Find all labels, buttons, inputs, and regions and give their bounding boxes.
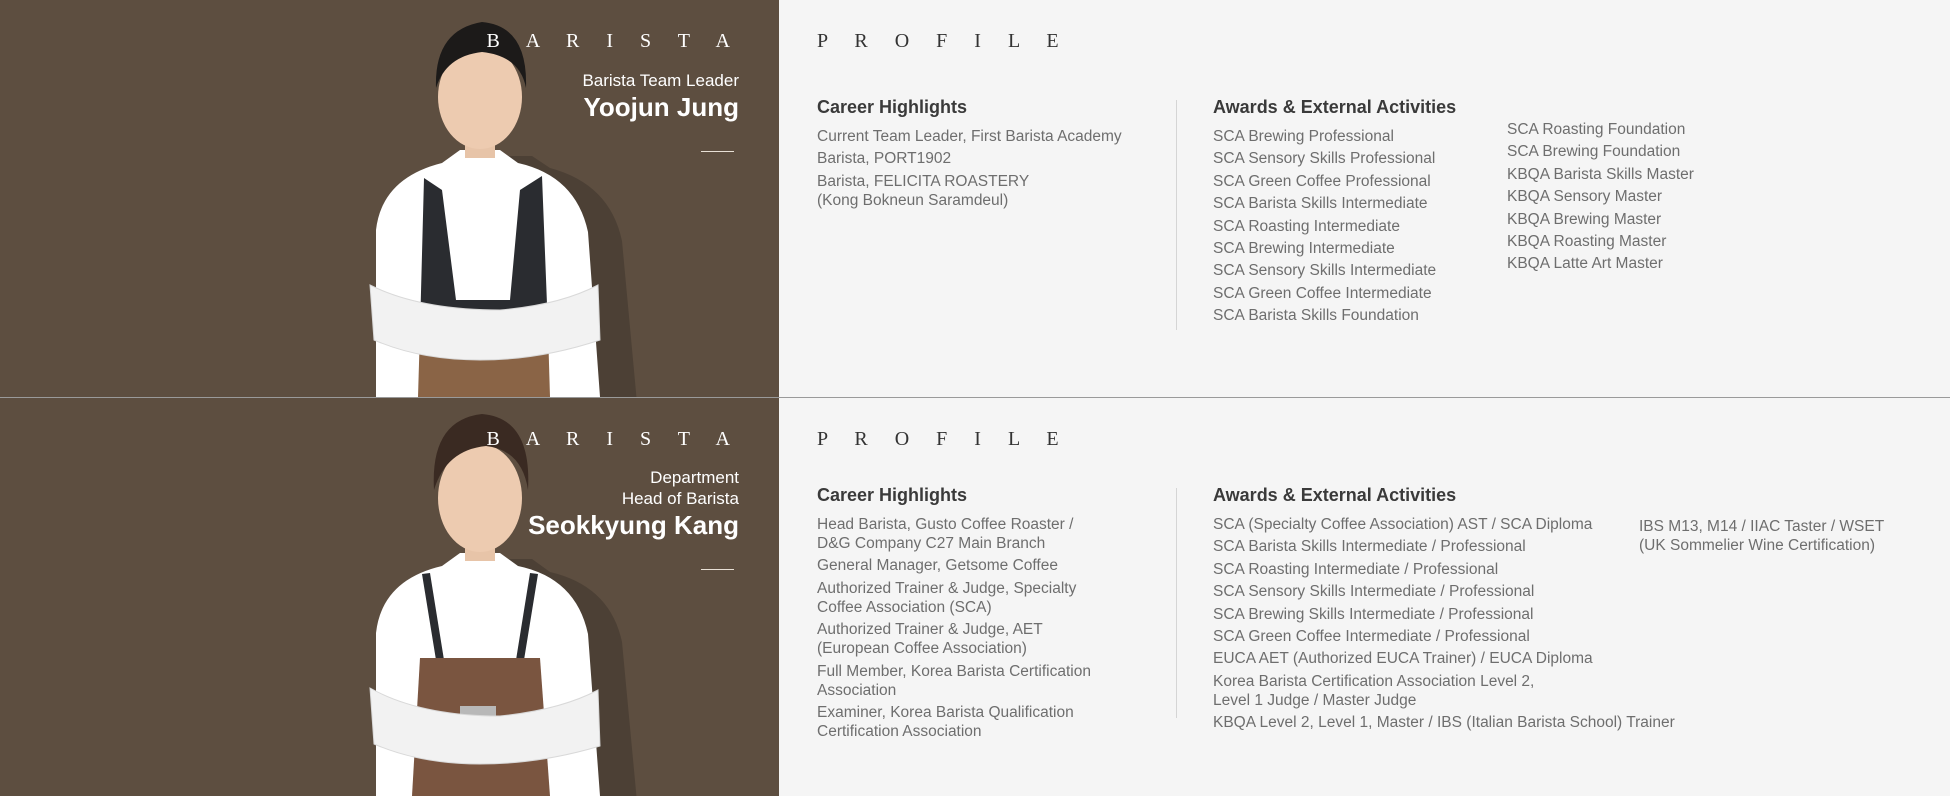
career-item: Head Barista, Gusto Coffee Roaster / D&G Company C27 Main Branch	[817, 516, 1074, 552]
award-item: KBQA Latte Art Master	[1507, 255, 1663, 273]
awards-list-col2	[1639, 517, 1884, 558]
award-item: IBS M13, M14 / IIAC Taster / WSET (UK Sommelier Wine Certification)	[1639, 518, 1885, 554]
career-list	[817, 127, 1122, 213]
portrait-panel	[0, 0, 779, 397]
barista-card-2	[0, 398, 1950, 796]
award-item: Korea Barista Certification Association Level 2, Level 1 Judge / Master Judge	[1213, 672, 1535, 709]
award-item: SCA Brewing Intermediate	[1213, 239, 1395, 257]
career-item: Authorized Trainer & Judge, Specialty Coffee Association (SCA)	[817, 579, 1077, 616]
role-eyebrow: B A R I S T A	[486, 30, 741, 52]
award-item: SCA Sensory Skills Intermediate	[1213, 262, 1437, 280]
award-item: KBQA Sensory Master	[1507, 188, 1663, 206]
award-item: SCA Green Coffee Professional	[1213, 172, 1431, 190]
awards-list-col2	[1507, 120, 1694, 277]
award-item: SCA Green Coffee Intermediate / Professional	[1213, 627, 1530, 645]
career-item: Current Team Leader, First Barista Academy	[817, 128, 1122, 145]
award-item: KBQA Brewing Master	[1507, 210, 1662, 228]
barista-portrait-1	[360, 0, 650, 397]
award-item: SCA Sensory Skills Professional	[1213, 150, 1436, 168]
job-title-line1: Department	[650, 468, 739, 487]
column-divider	[1176, 488, 1177, 718]
barista-name: Seokkyung Kang	[528, 510, 739, 540]
accent-dash	[701, 569, 734, 570]
column-divider	[1176, 100, 1177, 330]
award-item: SCA Green Coffee Intermediate	[1213, 284, 1432, 302]
accent-dash	[701, 151, 734, 152]
award-item: SCA Roasting Intermediate	[1213, 217, 1400, 235]
award-item: SCA Brewing Professional	[1213, 128, 1394, 145]
award-item: SCA Roasting Foundation	[1507, 121, 1686, 138]
barista-portrait-2	[360, 398, 650, 796]
career-item: General Manager, Getsome Coffee	[817, 557, 1058, 575]
award-item: SCA Barista Skills Foundation	[1213, 307, 1419, 325]
award-item: SCA Brewing Skills Intermediate / Professional	[1213, 605, 1534, 623]
award-item: KBQA Barista Skills Master	[1507, 165, 1694, 183]
portrait-panel	[0, 398, 779, 796]
career-list	[817, 515, 1091, 744]
profile-title: P R O F I L E	[817, 30, 1070, 52]
career-heading: Career Highlights	[817, 97, 968, 117]
award-item: SCA Roasting Intermediate / Professional	[1213, 560, 1499, 578]
barista-card-1	[0, 0, 1950, 397]
role-eyebrow: B A R I S T A	[486, 428, 741, 450]
award-item: EUCA AET (Authorized EUCA Trainer) / EUCA Diploma	[1213, 650, 1593, 668]
awards-heading: Awards & External Activities	[1213, 485, 1457, 505]
award-item: KBQA Roasting Master	[1507, 232, 1667, 250]
award-item: SCA Barista Skills Intermediate	[1213, 195, 1428, 213]
career-item: Authorized Trainer & Judge, AET (European Coffee Association)	[817, 621, 1043, 658]
award-item: SCA Barista Skills Intermediate / Professional	[1213, 538, 1526, 556]
job-title: Barista Team Leader	[582, 71, 739, 90]
barista-name: Yoojun Jung	[583, 92, 739, 122]
awards-list-col1	[1213, 127, 1436, 329]
profile-panel	[779, 398, 1950, 796]
career-item: Barista, FELICITA ROASTERY (Kong Bokneun Saramdeul)	[817, 172, 1030, 209]
career-item: Barista, PORT1902	[817, 150, 952, 168]
award-item: SCA Sensory Skills Intermediate / Professional	[1213, 583, 1535, 601]
job-title-line2: Head of Barista	[621, 489, 739, 508]
awards-heading: Awards & External Activities	[1213, 97, 1457, 117]
award-item: SCA (Specialty Coffee Association) AST / SCA Diploma	[1213, 516, 1593, 533]
award-item: KBQA Level 2, Level 1, Master / IBS (Italian Barista School) Trainer	[1213, 714, 1675, 732]
career-heading: Career Highlights	[817, 485, 968, 505]
award-item: SCA Brewing Foundation	[1507, 143, 1681, 161]
profile-panel	[779, 0, 1950, 397]
profile-title: P R O F I L E	[817, 428, 1070, 450]
awards-list-col1	[1213, 515, 1675, 736]
career-item: Full Member, Korea Barista Certification Association	[817, 662, 1091, 699]
career-item: Examiner, Korea Barista Qualification Certification Association	[817, 703, 1074, 740]
